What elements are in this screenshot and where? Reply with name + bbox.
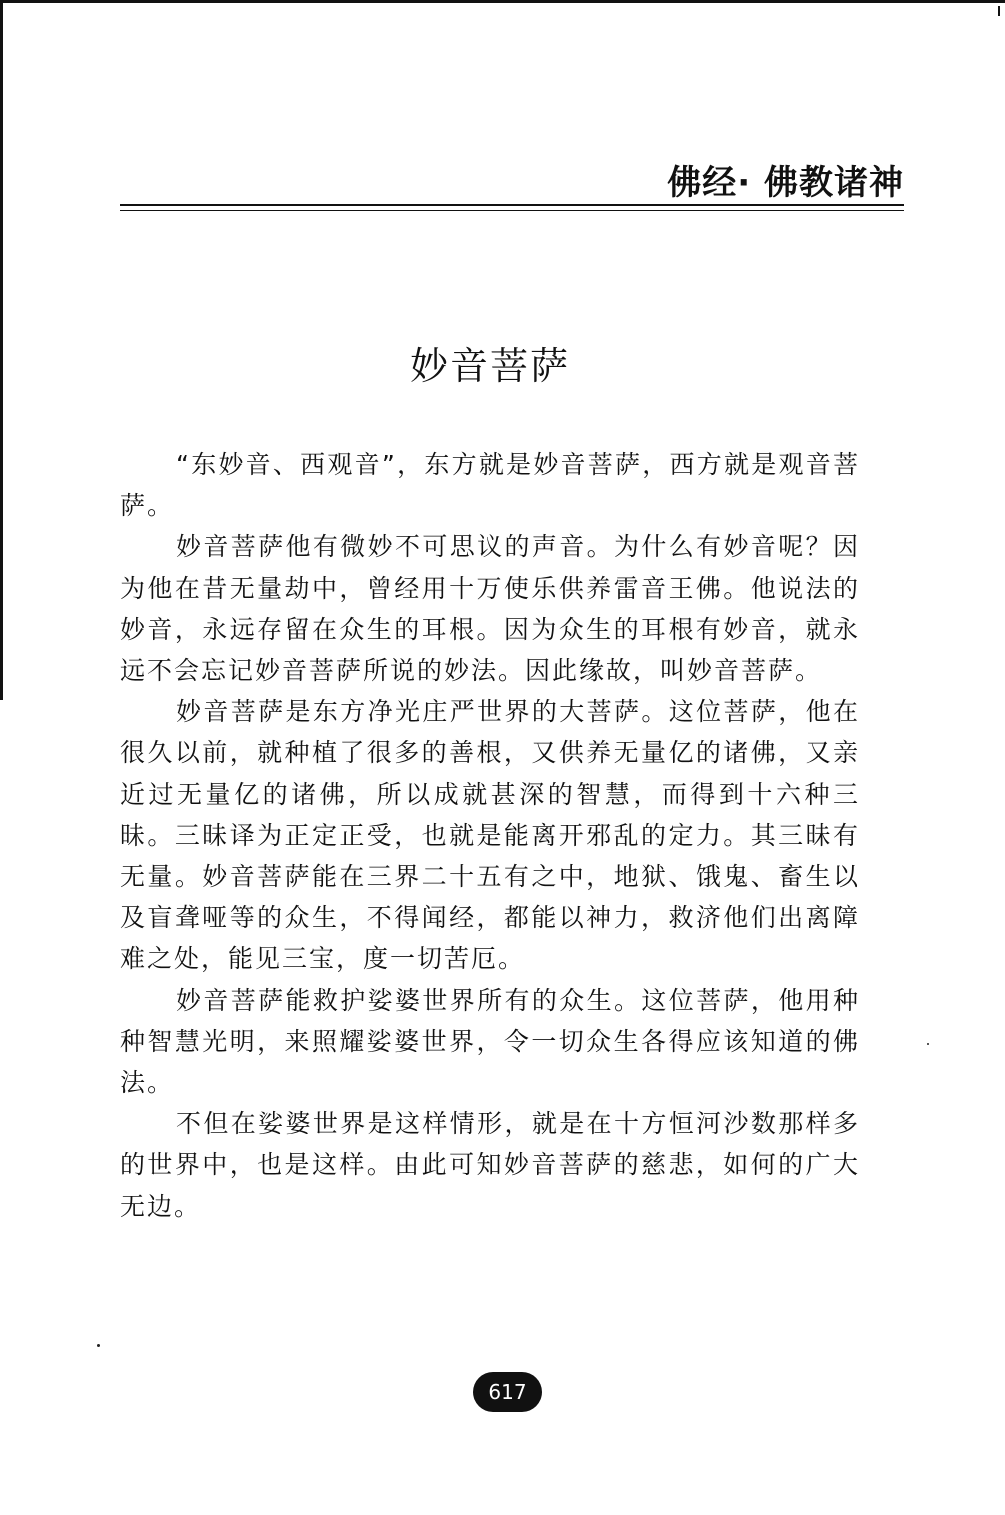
header-rule-thin	[120, 210, 904, 211]
page-header	[0, 155, 1005, 220]
paragraph: 妙音菩萨他有微妙不可思议的声音。为什么有妙音呢？因为他在昔无量劫中，曾经用十万使乐供养雷音王佛。他说法的妙音，永远存留在众生的耳根。因为众生的耳根有妙音，就永远不会忘记妙音菩萨所说的妙法。因此缘故，叫妙音菩萨。	[120, 532, 860, 686]
paragraph: 妙音菩萨是东方净光庄严世界的大菩萨。这位菩萨，他在很久以前，就种植了很多的善根，又供养无量亿的诸佛，又亲近过无量亿的诸佛，所以成就甚深的智慧，而得到十六种三昧。三昧译为正定正受，也就是能离开邪乱的定力。其三昧有无量。妙音菩萨能在三界二十五有之中，地狱、饿鬼、畜生以及盲聋哑等的众生，不得闻经，都能以神力，救济他们出离障难之处，能见三宝，度一切苦厄。	[120, 697, 860, 974]
header-rule-thick	[120, 204, 904, 206]
page-top-border	[0, 0, 1005, 3]
paragraph: 不但在娑婆世界是这样情形，就是在十方恒河沙数那样多的世界中，也是这样。由此可知妙音菩萨的慈悲，如何的广大无边。	[120, 1109, 860, 1221]
running-head: 佛经· 佛教诸神	[667, 163, 904, 203]
page-number: 617	[488, 1380, 527, 1404]
paragraph: “东妙音、西观音”，东方就是妙音菩萨，西方就是观音菩萨。	[120, 450, 860, 521]
article-title: 妙音菩萨	[409, 344, 570, 389]
page-corner-mark	[998, 6, 1000, 16]
scan-speck	[927, 1043, 929, 1045]
paragraph: 妙音菩萨能救护娑婆世界所有的众生。这位菩萨，他用种种智慧光明，来照耀娑婆世界，令一切众生各得应该知道的佛法。	[120, 985, 860, 1098]
page-number-badge	[473, 1372, 542, 1412]
scan-speck	[97, 1344, 100, 1347]
article-body	[120, 444, 860, 1227]
